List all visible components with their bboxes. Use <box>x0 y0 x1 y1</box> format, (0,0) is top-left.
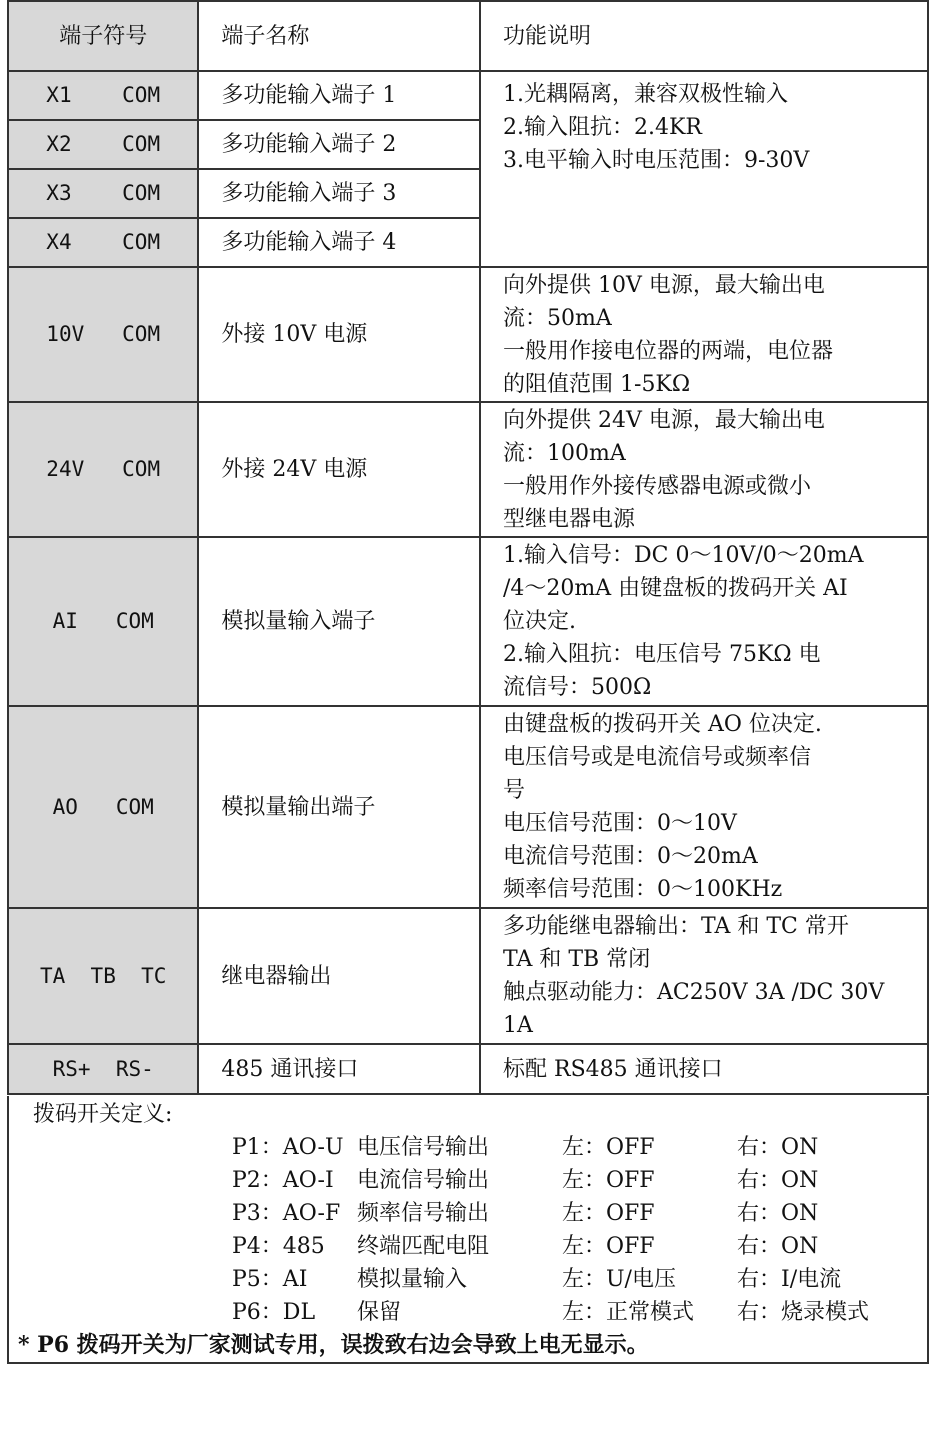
terminal-symbol: X2 COM <box>8 120 198 169</box>
function-line: 2.输入阻抗：电压信号 75KΩ 电 <box>503 642 821 667</box>
function-line: 位决定. <box>503 609 577 634</box>
function-line: 的阻值范围 1-5KΩ <box>503 371 691 397</box>
dip-right: 右：ON <box>737 1234 819 1259</box>
function-line: 流：50mA <box>503 305 612 331</box>
function-line: 频率信号范围：0～100KHz <box>503 877 783 902</box>
dip-left: 左：OFF <box>562 1168 655 1193</box>
header-name: 端子名称 <box>198 1 480 71</box>
table-row <box>8 537 928 706</box>
terminal-symbol: X4 COM <box>8 218 198 267</box>
table-row <box>8 706 928 908</box>
dip-id: P1：AO-U <box>232 1135 344 1160</box>
dip-right: 右：烧录模式 <box>737 1300 870 1325</box>
table-row <box>8 908 928 1044</box>
dip-left: 左：U/电压 <box>562 1267 676 1292</box>
table-row <box>8 71 928 120</box>
function-line: TA 和 TB 常闭 <box>503 947 651 972</box>
dip-right: 右：I/电流 <box>737 1267 842 1292</box>
dip-left: 左：OFF <box>562 1135 655 1160</box>
terminal-symbol: X3 COM <box>8 169 198 218</box>
terminal-function <box>480 908 928 1044</box>
function-line: 型继电器电源 <box>503 506 636 532</box>
dip-id: P3：AO-F <box>232 1201 341 1226</box>
terminal-symbol: TA TB TC <box>8 908 198 1044</box>
terminal-table <box>7 0 929 1095</box>
dip-desc: 电压信号输出 <box>357 1135 490 1160</box>
function-line: 触点驱动能力：AC250V 3A /DC 30V <box>503 980 885 1005</box>
terminal-symbol: X1 COM <box>8 71 198 120</box>
terminal-name: 多功能输入端子 3 <box>198 169 480 218</box>
terminal-function <box>480 706 928 908</box>
dip-right: 右：ON <box>737 1168 819 1193</box>
dip-left: 左：正常模式 <box>562 1300 695 1325</box>
dip-desc: 电流信号输出 <box>357 1168 490 1193</box>
terminal-name: 继电器输出 <box>198 908 480 1044</box>
dip-id: P5：AI <box>232 1267 308 1292</box>
dip-desc: 终端匹配电阻 <box>357 1234 490 1259</box>
function-line: 1A <box>503 1013 533 1038</box>
function-line: 2.输入阻抗：2.4KR <box>503 115 702 140</box>
function-line: 一般用作外接传感器电源或微小 <box>503 473 812 499</box>
terminal-function <box>480 537 928 706</box>
table-row <box>8 1044 928 1094</box>
function-line: 向外提供 24V 电源，最大输出电 <box>503 407 825 433</box>
dip-warning-note: * P6 拨码开关为厂家测试专用，误拨致右边会导致上电无显示。 <box>18 1332 649 1358</box>
terminal-name: 多功能输入端子 4 <box>198 218 480 267</box>
terminal-symbol: AI COM <box>8 537 198 706</box>
dip-id: P6：DL <box>232 1300 316 1325</box>
function-line: 3.电平输入时电压范围：9-30V <box>503 148 810 173</box>
header-symbol: 端子符号 <box>8 1 198 71</box>
function-line: 标配 RS485 通讯接口 <box>503 1056 723 1082</box>
dip-desc: 模拟量输入 <box>357 1267 468 1292</box>
dip-left: 左：OFF <box>562 1234 655 1259</box>
terminal-name: 多功能输入端子 1 <box>198 71 480 120</box>
terminal-symbol: 10V COM <box>8 267 198 402</box>
terminal-symbol: AO COM <box>8 706 198 908</box>
terminal-symbol: RS+ RS- <box>8 1044 198 1094</box>
function-line: /4～20mA 由键盘板的拨码开关 AI <box>503 576 848 601</box>
dip-desc: 保留 <box>357 1300 402 1325</box>
function-line: 一般用作接电位器的两端，电位器 <box>503 338 834 364</box>
function-line: 号 <box>503 778 526 803</box>
terminal-name: 模拟量输入端子 <box>198 537 480 706</box>
dip-left: 左：OFF <box>562 1201 655 1226</box>
table-row <box>8 267 928 402</box>
dip-right: 右：ON <box>737 1135 819 1160</box>
terminal-function <box>480 402 928 537</box>
function-line: 向外提供 10V 电源，最大输出电 <box>503 272 825 298</box>
function-line: 电压信号或是电流信号或频率信 <box>503 745 812 770</box>
function-line: 电流信号范围：0～20mA <box>503 844 758 869</box>
dip-id: P2：AO-I <box>232 1168 334 1193</box>
table-header-row <box>8 1 928 71</box>
dip-id: P4：485 <box>232 1234 325 1259</box>
function-line: 1.输入信号：DC 0～10V/0～20mA <box>503 543 864 568</box>
terminal-function <box>480 1044 928 1094</box>
dip-desc: 频率信号输出 <box>357 1201 490 1226</box>
terminal-name: 多功能输入端子 2 <box>198 120 480 169</box>
header-function: 功能说明 <box>480 1 928 71</box>
terminal-name: 外接 10V 电源 <box>198 267 480 402</box>
terminal-name: 485 通讯接口 <box>198 1044 480 1094</box>
function-line: 多功能继电器输出：TA 和 TC 常开 <box>503 914 849 939</box>
terminal-name: 模拟量输出端子 <box>198 706 480 908</box>
terminal-symbol: 24V COM <box>8 402 198 537</box>
terminal-function <box>480 267 928 402</box>
function-line: 流信号：500Ω <box>503 675 652 700</box>
function-line: 由键盘板的拨码开关 AO 位决定. <box>503 712 822 737</box>
dip-switch-title: 拨码开关定义: <box>33 1102 173 1127</box>
terminal-name: 外接 24V 电源 <box>198 402 480 537</box>
input-function <box>480 71 928 267</box>
table-row <box>8 402 928 537</box>
function-line: 1.光耦隔离，兼容双极性输入 <box>503 82 789 107</box>
dip-right: 右：ON <box>737 1201 819 1226</box>
function-line: 电压信号范围：0～10V <box>503 811 737 836</box>
function-line: 流：100mA <box>503 440 626 466</box>
